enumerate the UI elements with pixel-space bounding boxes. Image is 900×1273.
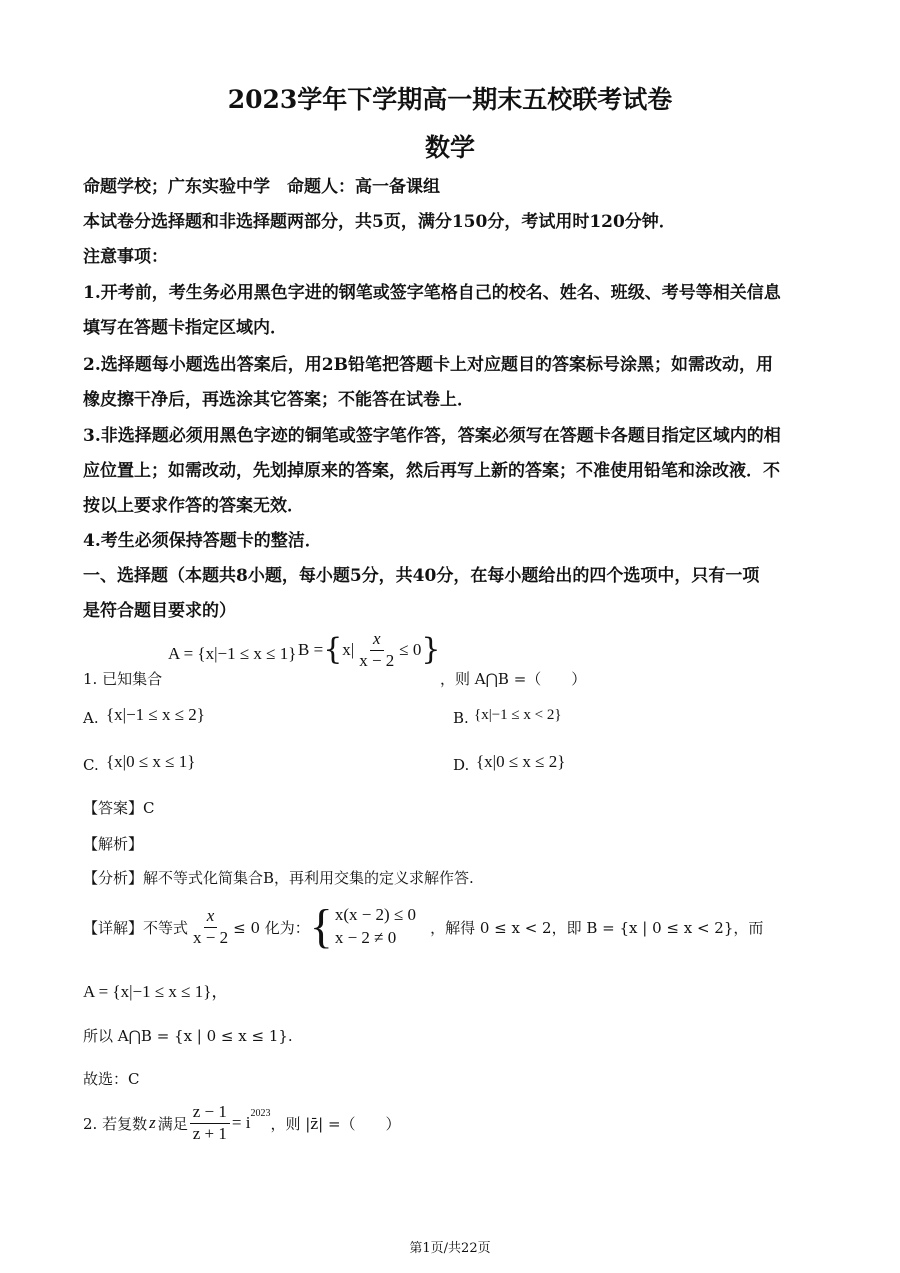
q1-set-b-pre: B = xyxy=(298,640,324,660)
q1-detail-mid: ≤ 0 化为： xyxy=(233,918,310,937)
note-2-line1: 2.选择题每小题选出答案后，用2B铅笔把答题卡上对应题目的答案标号涂黑；如需改动，用 xyxy=(83,355,773,375)
q2-frac-den: z + 1 xyxy=(192,1123,227,1143)
q1-analysis: 【分析】解不等式化简集合B，再利用交集的定义求解作答. xyxy=(83,869,474,887)
q1-choose: 故选：C xyxy=(83,1070,140,1088)
q1-option-a-label: A. xyxy=(83,709,99,727)
q1-option-d-label: D. xyxy=(453,756,470,774)
notes-label: 注意事项： xyxy=(83,247,168,267)
q1-set-b-lhs: x| xyxy=(342,640,355,660)
q1-option-a: {x|−1 ≤ x ≤ 2} xyxy=(106,705,205,724)
q2-suffix: ，则 |z̄| =（ ） xyxy=(270,1114,401,1133)
q1-option-d: {x|0 ≤ x ≤ 2} xyxy=(476,752,566,771)
q1-option-b: {x|−1 ≤ x < 2} xyxy=(474,707,562,723)
q1-detail-frac-num: x xyxy=(204,907,218,928)
q2-prefix: 2. 若复数 xyxy=(83,1114,148,1133)
q1-detail-set-a: A = {x|−1 ≤ x ≤ 1}， xyxy=(83,982,229,1001)
header-line1: 命题学校；广东实验中学 命题人：高一备课组 xyxy=(83,177,440,197)
q2-mid: 满足 xyxy=(157,1114,188,1133)
q2-frac-num: z − 1 xyxy=(190,1103,230,1124)
q1-prefix: 1. 已知集合 xyxy=(83,670,163,688)
q1-inequality-system xyxy=(309,900,417,953)
section1-line1: 一、选择题（本题共8小题，每小题5分，共40分，在每小题给出的四个选项中，只有一项 xyxy=(83,566,760,586)
system-rows xyxy=(335,904,416,950)
q1-frac-den: x − 2 xyxy=(359,650,395,670)
q2-stem xyxy=(83,1100,401,1146)
q1-detail-post: ，解得 0 ≤ x < 2，即 B = {x | 0 ≤ x < 2}，而 xyxy=(430,918,764,937)
note-3-line3: 按以上要求作答的答案无效． xyxy=(83,496,304,516)
note-4-line1: 4.考生必须保持答题卡的整洁． xyxy=(83,531,322,551)
q1-answer: 【答案】C xyxy=(83,799,155,817)
exam-title: 2023学年下学期高一期末五校联考试卷 xyxy=(227,85,673,114)
q1-fraction xyxy=(356,630,397,670)
q1-detail-fraction xyxy=(190,907,231,947)
note-2-line2: 橡皮擦干净后，再选涂其它答案；不能答在试卷上． xyxy=(83,390,474,410)
q1-detail-pre: 【详解】不等式 xyxy=(83,918,189,937)
q1-detail-frac-den: x − 2 xyxy=(193,927,229,947)
note-3-line2: 应位置上；如需改动，先划掉原来的答案，然后再写上新的答案；不准使用铅笔和涂改液．不 xyxy=(83,461,780,481)
q1-set-a: A = {x|−1 ≤ x ≤ 1} xyxy=(168,644,297,663)
system-row-2: x − 2 ≠ 0 xyxy=(334,928,397,947)
q2-var: z xyxy=(149,1113,156,1132)
section1-line2: 是符合题目要求的） xyxy=(83,601,236,621)
q1-so: 所以 A⋂B = {x | 0 ≤ x ≤ 1}. xyxy=(83,1027,293,1045)
note-1-line1: 1.开考前，考生务必用黑色字进的钢笔或签字笔格自己的校名、姓名、班级、考号等相关信息 xyxy=(83,283,781,303)
q2-rhs: = i xyxy=(231,1113,251,1132)
header-line2: 本试卷分选择题和非选择题两部分，共5页，满分150分，考试用时120分钟． xyxy=(83,212,676,232)
q1-option-b-label: B. xyxy=(453,709,469,727)
left-brace: { xyxy=(323,632,343,668)
note-3-line1: 3.非选择题必须用黑色字迹的铜笔或签字笔作答，答案必须写在答题卡各题目指定区域内的相 xyxy=(83,426,781,446)
q2-fraction xyxy=(190,1103,230,1143)
right-brace: } xyxy=(421,632,441,668)
subject-title: 数学 xyxy=(424,133,475,162)
page-footer: 第1页/共22页 xyxy=(409,1241,491,1256)
system-row-1: x(x − 2) ≤ 0 xyxy=(334,905,417,925)
q1-option-c-label: C. xyxy=(83,756,99,774)
q1-suffix: ，则 A⋂B =（ ） xyxy=(440,670,587,688)
q2-exponent: 2023 xyxy=(250,1108,271,1119)
q1-option-c: {x|0 ≤ x ≤ 1} xyxy=(106,752,196,771)
system-brace: { xyxy=(309,900,333,953)
q1-analysis-label: 【解析】 xyxy=(83,835,144,853)
note-1-line2: 填写在答题卡指定区域内． xyxy=(83,318,287,338)
q1-frac-num: x xyxy=(370,630,384,651)
q1-set-b xyxy=(298,630,440,670)
q1-set-b-rhs: ≤ 0 xyxy=(399,640,422,660)
q1-detail xyxy=(83,900,763,954)
